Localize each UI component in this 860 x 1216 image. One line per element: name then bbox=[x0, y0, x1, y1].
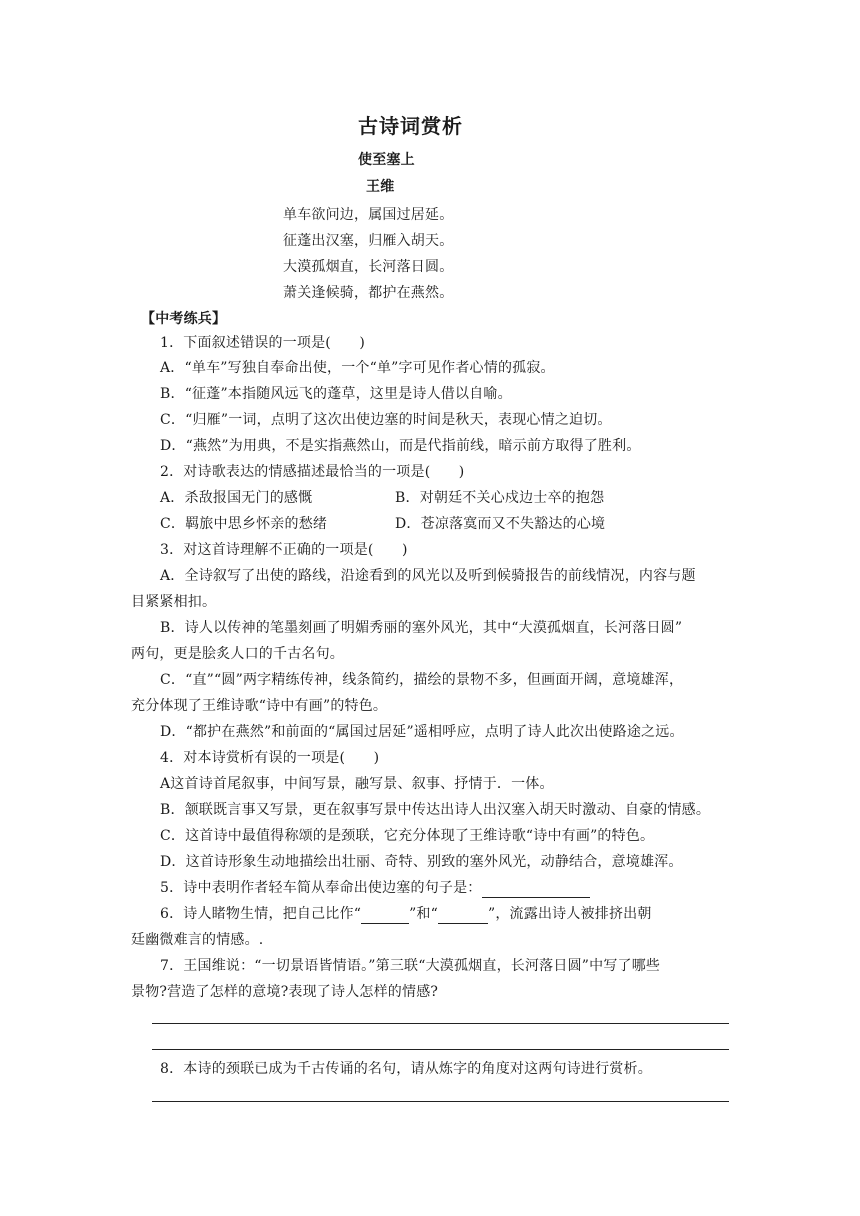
poem-line: 萧关逢候骑，都护在燕然。 bbox=[283, 285, 454, 301]
answer-blank[interactable] bbox=[361, 907, 409, 924]
question-6-text-c: ”，流露出诗人被排挤出朝 bbox=[488, 906, 652, 922]
poem-line: 单车欲问边，属国过居延。 bbox=[283, 207, 454, 223]
poem-title: 使至塞上 bbox=[358, 152, 415, 168]
poem-line: 大漠孤烟直，长河落日圆。 bbox=[283, 259, 454, 275]
question-3-option-b: B．诗人以传神的笔墨刻画了明媚秀丽的塞外风光，其中“大漠孤烟直，长河落日圆” bbox=[160, 620, 683, 636]
question-4-option-d: D．这首诗形象生动地描绘出壮丽、奇特、别致的塞外风光，动静结合，意境雄浑。 bbox=[160, 854, 683, 870]
question-6-line-1 bbox=[160, 904, 652, 924]
question-5-text: 5．诗中表明作者轻车简从奉命出使边塞的句子是： bbox=[160, 880, 482, 896]
question-3-option-c: C．“直”“圆”两字精练传神，线条简约，描绘的景物不多，但画面开阔，意境雄浑， bbox=[160, 672, 684, 688]
section-heading: 【中考练兵】 bbox=[141, 311, 227, 327]
answer-blank[interactable] bbox=[482, 881, 590, 898]
question-2-option-d: D．苍凉落寞而又不失豁达的心境 bbox=[395, 516, 606, 532]
question-2-option-b: B．对朝廷不关心戍边士卒的抱怨 bbox=[395, 490, 605, 506]
question-5 bbox=[160, 878, 590, 898]
page-title: 古诗词赏析 bbox=[358, 114, 463, 138]
question-6-text-a: 6．诗人睹物生情，把自己比作“ bbox=[160, 906, 362, 922]
question-1-option-b: B．“征蓬”本指随风远飞的蓬草，这里是诗人借以自喻。 bbox=[160, 386, 512, 402]
question-4-option-b: B．颔联既言事又写景，更在叙事写景中传达出诗人出汉塞入胡天时激动、自豪的情感。 bbox=[160, 802, 711, 818]
question-1-option-c: C．“归雁”一词，点明了这次出使边塞的时间是秋天，表现心情之迫切。 bbox=[160, 412, 612, 428]
question-3-option-a-cont: 目紧紧相扣。 bbox=[131, 594, 217, 610]
poem-author: 王维 bbox=[366, 179, 395, 195]
question-2-option-c: C．羁旅中思乡怀亲的愁绪 bbox=[160, 516, 328, 532]
question-3-option-b-cont: 两句，更是脍炙人口的千古名句。 bbox=[131, 646, 344, 662]
answer-line[interactable] bbox=[152, 1023, 729, 1024]
question-4-option-c: C．这首诗中最值得称颂的是颈联，它充分体现了王维诗歌“诗中有画”的特色。 bbox=[160, 828, 655, 844]
answer-line[interactable] bbox=[152, 1101, 729, 1102]
question-1-option-d: D．“燕然”为用典，不是实指燕然山，而是代指前线，暗示前方取得了胜利。 bbox=[160, 438, 641, 454]
question-1-stem: 1．下面叙述错误的一项是( ) bbox=[160, 335, 366, 351]
question-7-line-2: 景物?营造了怎样的意境?表现了诗人怎样的情感? bbox=[131, 984, 439, 1000]
poem-line: 征蓬出汉塞，归雁入胡天。 bbox=[283, 233, 454, 249]
answer-line[interactable] bbox=[152, 1049, 729, 1050]
question-4-option-a: A这首诗首尾叙事，中间写景，融写景、叙事、抒情于．一体。 bbox=[160, 776, 554, 792]
question-2-stem: 2．对诗歌表达的情感描述最恰当的一项是( ) bbox=[160, 464, 465, 480]
question-3-option-c-cont: 充分体现了王维诗歌“诗中有画”的特色。 bbox=[131, 698, 388, 714]
question-8: 8．本诗的颈联已成为千古传诵的名句，请从炼字的角度对这两句诗进行赏析。 bbox=[160, 1061, 652, 1077]
question-3-option-a: A．全诗叙写了出使的路线，沿途看到的风光以及听到候骑报告的前线情况，内容与题 bbox=[160, 568, 696, 584]
answer-blank[interactable] bbox=[438, 907, 488, 924]
question-6-line-2: 廷幽微难言的情感。. bbox=[131, 932, 264, 948]
question-7-line-1: 7．王国维说：“一切景语皆情语。”第三联“大漠孤烟直，长河落日圆”中写了哪些 bbox=[160, 958, 661, 974]
question-3-option-d: D．“都护在燕然”和前面的“属国过居延”遥相呼应，点明了诗人此次出使路途之远。 bbox=[160, 724, 684, 740]
question-3-stem: 3．对这首诗理解不正确的一项是( ) bbox=[160, 542, 408, 558]
question-6-text-b: ”和“ bbox=[409, 906, 438, 922]
question-2-option-a: A．杀敌报国无门的感慨 bbox=[160, 490, 313, 506]
question-1-option-a: A．“单车”写独自奉命出使，一个“单”字可见作者心情的孤寂。 bbox=[160, 360, 555, 376]
question-4-stem: 4．对本诗赏析有误的一项是( ) bbox=[160, 750, 380, 766]
